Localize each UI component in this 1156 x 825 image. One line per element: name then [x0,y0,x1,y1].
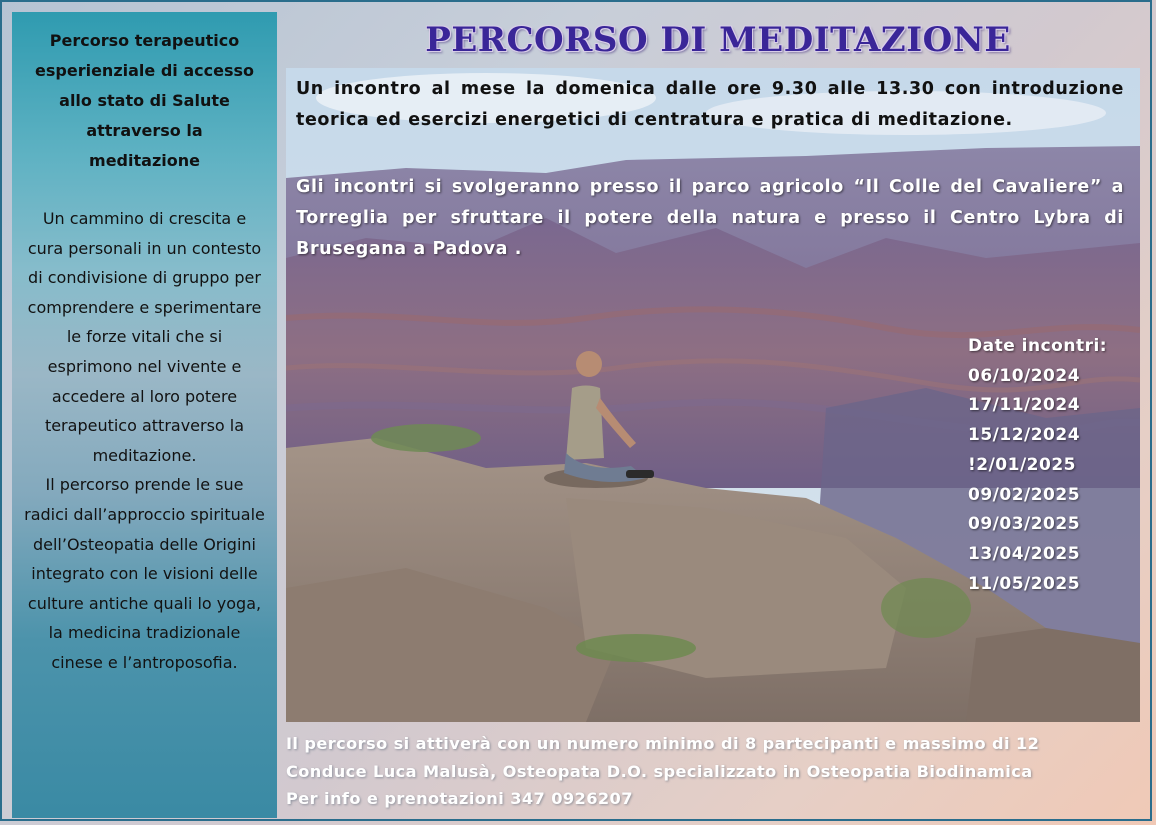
page-title: PERCORSO DI MEDITAZIONE [425,20,1011,60]
date-item: 13/04/2025 [968,543,1081,564]
date-item: 15/12/2024 [968,425,1081,446]
left-panel-title: Percorso terapeutico esperienziale di accesso allo stato di Salute attraverso la meditazione [35,31,254,170]
date-item: 09/03/2025 [968,514,1081,535]
date-item: 06/10/2024 [968,365,1081,386]
dates-list [968,332,1138,599]
footer-info [286,730,1146,813]
participants-text: Il percorso si attiverà con un numero minimo di 8 partecipanti e massimo di 12 [286,734,1040,753]
date-item: 11/05/2025 [968,573,1081,594]
left-panel-description: Un cammino di crescita e cura personali in un contesto di condivisione di gruppo per comprendere e sperimentare le forze vitali che si esprimono nel vivente e accedere al loro potere terapeutico attraverso la meditazione. Il percorso prende le sue radici dall’approccio spirituale dell’Osteopatia delle Origini integrato con le visioni delle culture antiche quali lo yoga, la medicina tradizionale cinese e l’antroposofia. [24,209,265,672]
location-text: Gli incontri si svolgeranno presso il parco agricolo “Il Colle del Cavaliere” a Torreglia per sfruttare il potere della natura e presso il Centro Lybra di Brusegana a Padova . [296,177,1124,259]
dates-label: Date incontri: [968,336,1108,356]
date-item: 09/02/2025 [968,484,1081,505]
conductor-text: Conduce Luca Malusà, Osteopata D.O. specializzato in Osteopatia Biodinamica [286,761,1033,781]
contact-text: Per info e prenotazioni 347 0926207 [286,789,633,808]
date-item: !2/01/2025 [968,454,1076,475]
intro-text: Un incontro al mese la domenica dalle ore 9.30 alle 13.30 con introduzione teorica ed esercizi energetici di centratura e pratica di meditazione. [296,79,1124,130]
left-info-panel [12,12,277,818]
date-item: 17/11/2024 [968,395,1081,416]
